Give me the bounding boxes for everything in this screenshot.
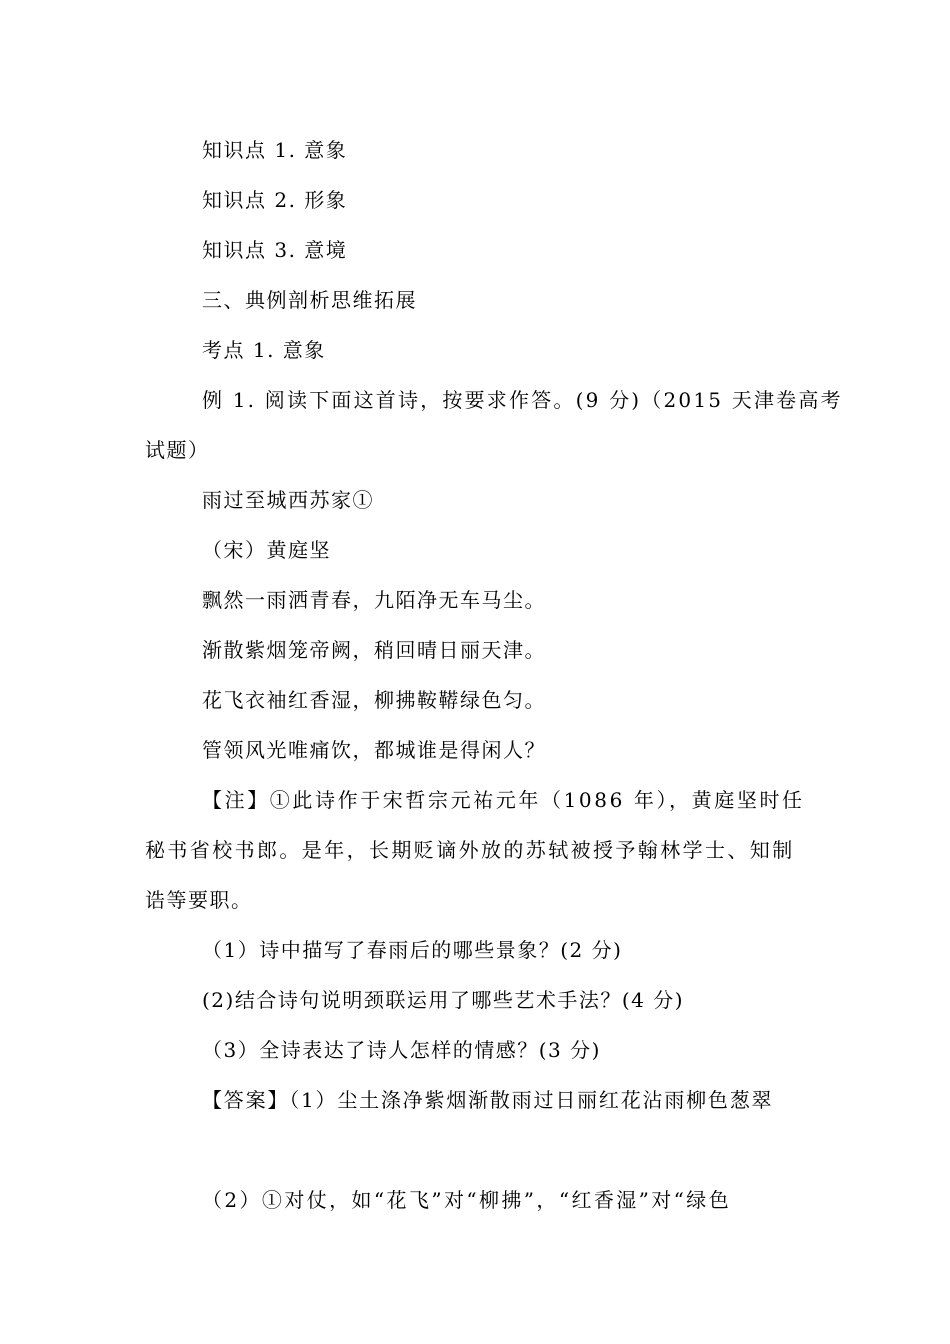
example-intro-line-2: 试题） — [145, 438, 210, 462]
example-intro-line-1: 例 1. 阅读下面这首诗，按要求作答。(9 分)（2015 天津卷高考 — [202, 388, 843, 412]
question-2: (2)结合诗句说明颈联运用了哪些艺术手法？(4 分) — [202, 988, 685, 1012]
section-heading: 三、典例剖析思维拓展 — [202, 288, 417, 312]
poem-title: 雨过至城西苏家① — [202, 488, 374, 512]
poem-author: （宋）黄庭坚 — [202, 538, 331, 562]
answer-line-1: 【答案】（1）尘土涤净紫烟渐散雨过日丽红花沾雨柳色葱翠 — [202, 1088, 774, 1112]
note-line-3: 诰等要职。 — [145, 888, 253, 912]
note-line-2: 秘书省校书郎。是年，长期贬谪外放的苏轼被授予翰林学士、知制 — [145, 838, 795, 862]
poem-line-3: 花飞衣袖红香湿，柳拂鞍鞯绿色匀。 — [202, 688, 546, 712]
answer-line-2: （2）①对仗，如“花飞”对“柳拂”，“红香湿”对“绿色 — [202, 1188, 732, 1212]
note-line-1: 【注】①此诗作于宋哲宗元祐元年（1086 年），黄庭坚时任 — [202, 788, 805, 812]
question-1: （1）诗中描写了春雨后的哪些景象？(2 分) — [202, 938, 623, 962]
question-3: （3）全诗表达了诗人怎样的情感？(3 分) — [202, 1038, 601, 1062]
exam-point-heading: 考点 1. 意象 — [202, 338, 326, 362]
poem-line-4: 管领风光唯痛饮，都城谁是得闲人？ — [202, 738, 546, 762]
poem-line-1: 飘然一雨洒青春，九陌净无车马尘。 — [202, 588, 546, 612]
poem-line-2: 渐散紫烟笼帝阙，稍回晴日丽天津。 — [202, 638, 546, 662]
knowledge-point-3: 知识点 3. 意境 — [202, 238, 348, 262]
knowledge-point-2: 知识点 2. 形象 — [202, 188, 348, 212]
knowledge-point-1: 知识点 1. 意象 — [202, 138, 348, 162]
